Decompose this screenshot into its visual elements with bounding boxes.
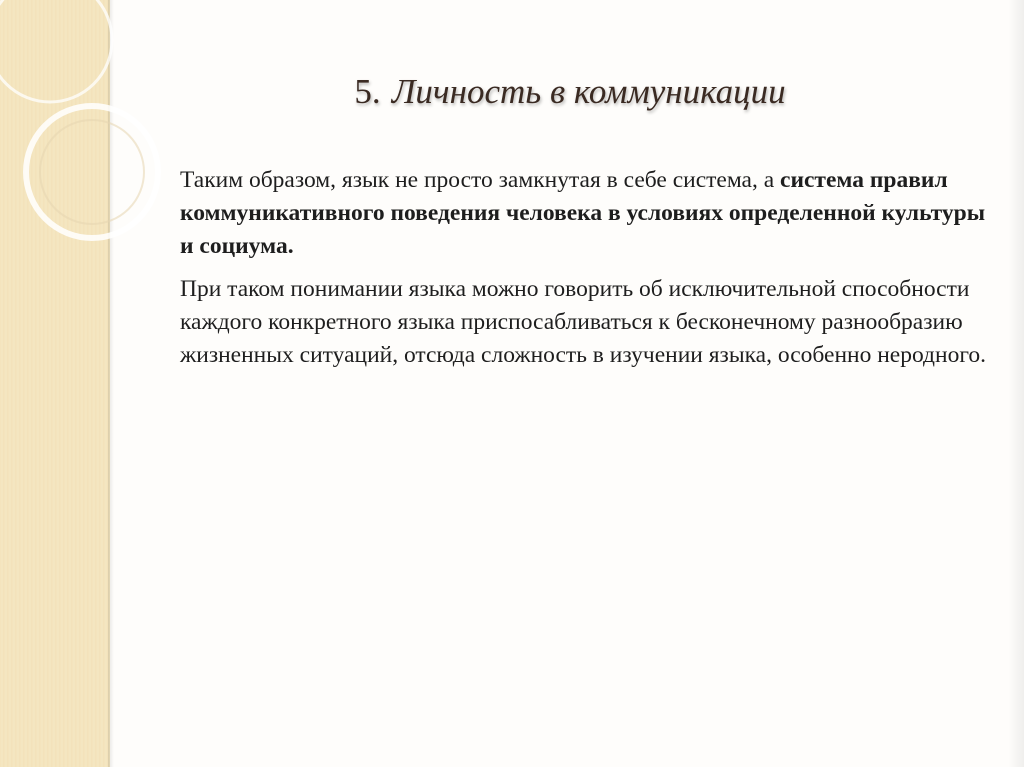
slide-title-text: Личность в коммуникации (391, 72, 786, 111)
page-edge-shadow (1008, 0, 1024, 767)
decorative-rings (0, 0, 200, 260)
paragraph-1-lead: Таким образом, язык не просто замкнутая в себе система, а (180, 167, 775, 193)
paragraph-1 (180, 164, 1000, 263)
paragraph-1-emphasis: система правил коммуникативного поведения человека в условиях определенной культуры и социума. (180, 167, 986, 259)
slide-title-number: 5. (354, 72, 381, 111)
slide-title (180, 72, 960, 112)
paragraph-2: При таком понимании языка можно говорить об исключительной способности каждого конкретного языка приспосабливаться к бесконечному разнообразию жизненных ситуаций, отсюда сложность в изучении языка, особенно неродного. (180, 276, 987, 368)
slide-body (180, 164, 1000, 382)
